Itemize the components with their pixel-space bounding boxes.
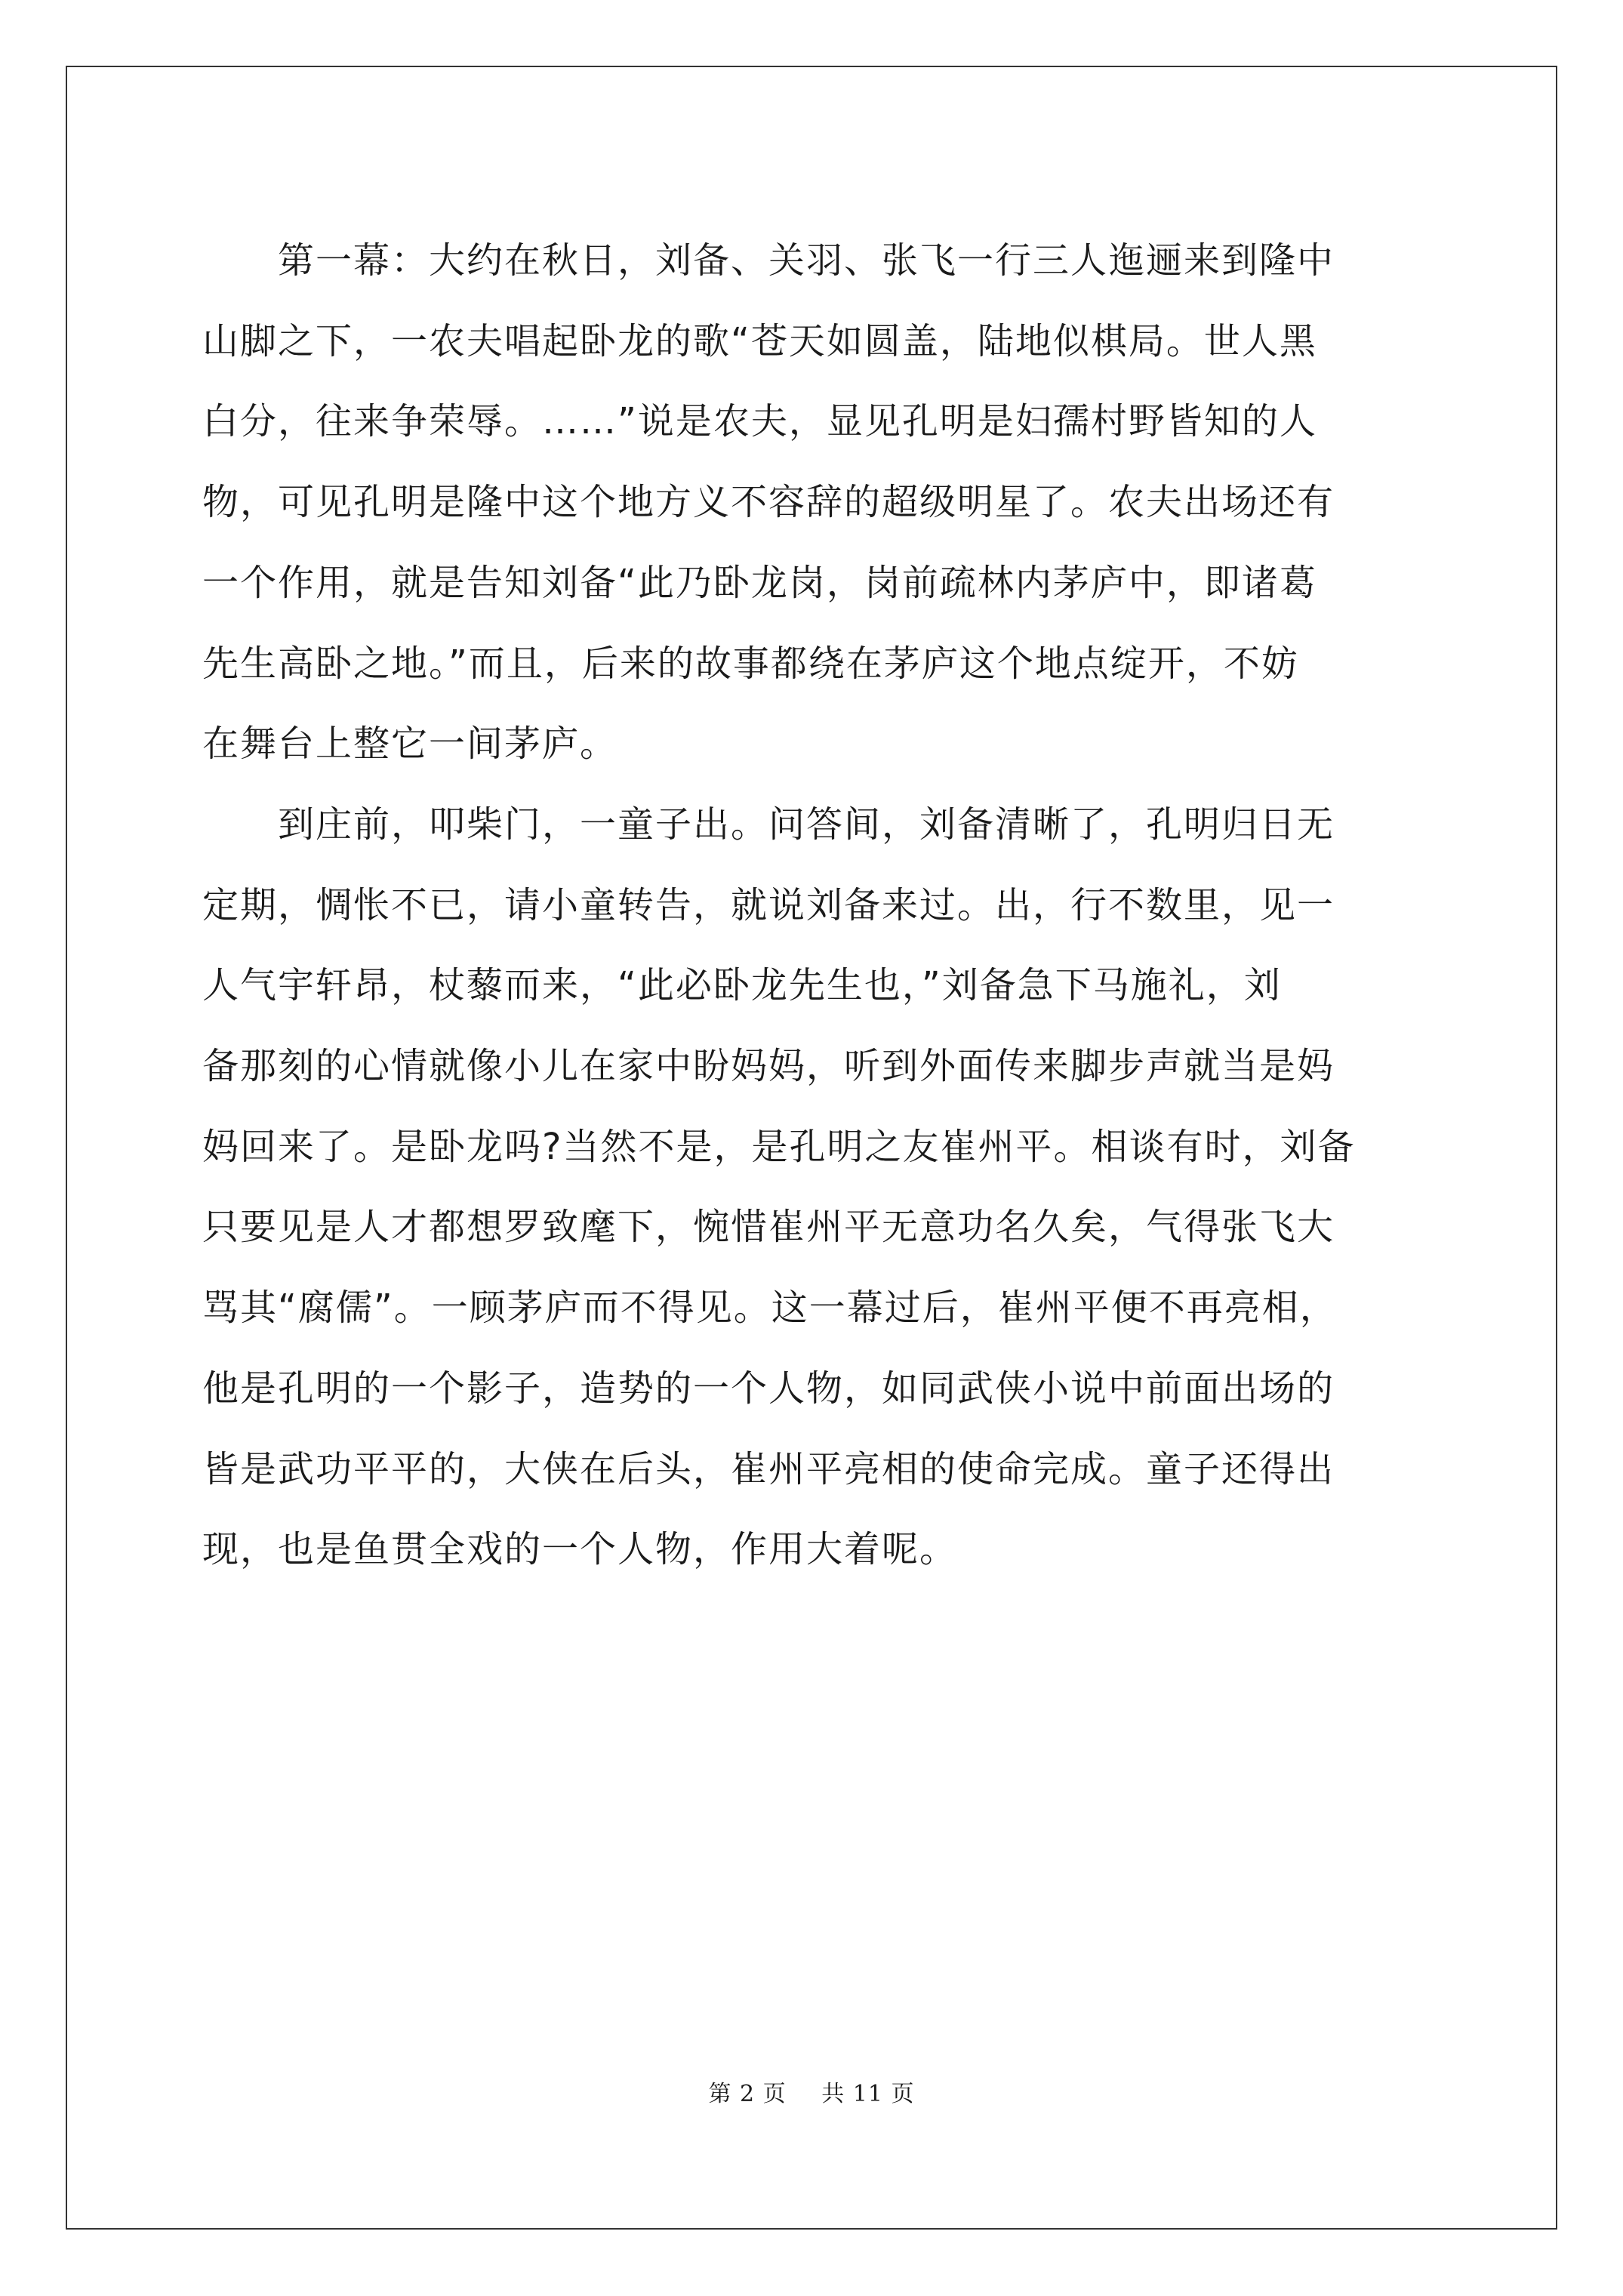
- paragraph-1: [202, 220, 1424, 784]
- text-line: 妈回来了。是卧龙吗?当然不是，是孔明之友崔州平。相谈有时，刘备: [202, 1125, 1356, 1168]
- text-line: 骂其“腐儒”。一顾茅庐而不得见。这一幕过后，崔州平便不再亮相，: [202, 1287, 1338, 1330]
- text-line: 一个作用，就是告知刘备“此乃卧龙岗，岗前疏林内茅庐中，即诸葛: [202, 561, 1317, 604]
- page-number-total: 共 11 页: [821, 2081, 915, 2107]
- text-line: 白分，往来争荣辱。……”说是农夫，显见孔明是妇孺村野皆知的人: [202, 400, 1317, 443]
- text-line: 备那刻的心情就像小儿在家中盼妈妈，听到外面传来脚步声就当是妈: [202, 1045, 1335, 1088]
- text-line: 第一幕：大约在秋日，刘备、关羽、张飞一行三人迤逦来到隆中: [278, 239, 1335, 282]
- paragraph-2: [202, 784, 1424, 1590]
- text-line: 定期，惆怅不已，请小童转告，就说刘备来过。出，行不数里，见一: [202, 883, 1335, 926]
- text-line: 在舞台上整它一间茅庐。: [202, 723, 618, 766]
- page-footer: [0, 2075, 1623, 2108]
- text-line: 现，也是鱼贯全戏的一个人物，作用大着呢。: [202, 1528, 958, 1571]
- document-body: [202, 220, 1424, 1590]
- text-line: 他是孔明的一个影子，造势的一个人物，如同武侠小说中前面出场的: [202, 1367, 1335, 1410]
- text-line: 山脚之下，一农夫唱起卧龙的歌“苍天如圆盖，陆地似棋局。世人黑: [202, 319, 1317, 362]
- text-line: 到庄前，叩柴门，一童子出。问答间，刘备清晰了，孔明归日无: [278, 803, 1335, 846]
- text-line: 只要见是人才都想罗致麾下，惋惜崔州平无意功名久矣，气得张飞大: [202, 1206, 1335, 1249]
- text-line: 人气宇轩昂，杖藜而来，“此必卧龙先生也，”刘备急下马施礼，刘: [202, 964, 1282, 1007]
- page-number-current: 第 2 页: [708, 2081, 787, 2107]
- text-line: 皆是武功平平的，大侠在后头，崔州平亮相的使命完成。童子还得出: [202, 1447, 1335, 1490]
- text-line: 先生高卧之地。”而且，后来的故事都绕在茅庐这个地点绽开，不妨: [202, 642, 1299, 685]
- text-line: 物，可见孔明是隆中这个地方义不容辞的超级明星了。农夫出场还有: [202, 481, 1335, 524]
